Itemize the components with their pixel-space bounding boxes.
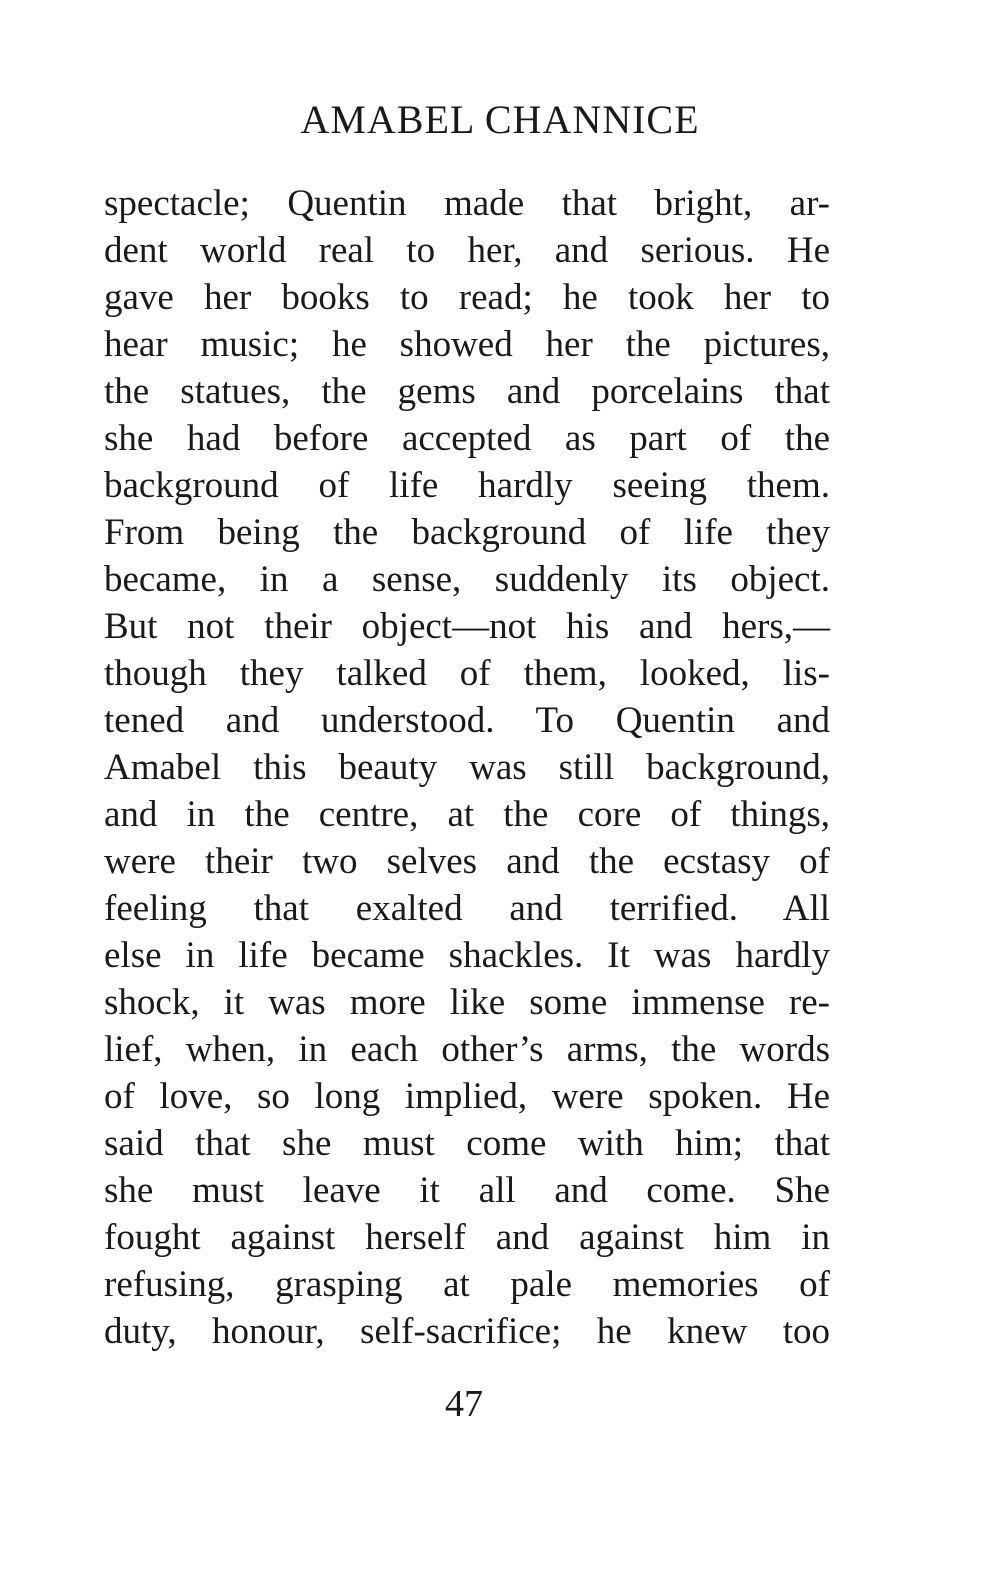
- text-line: said that she must come with him; that: [104, 1123, 830, 1164]
- text-line: Amabel this beauty was still background,: [104, 747, 830, 788]
- text-line: lief, when, in each other’s arms, the words: [104, 1029, 830, 1070]
- text-line: duty, honour, self-sacrifice; he knew too: [104, 1311, 830, 1352]
- running-title: AMABEL CHANNICE: [300, 97, 700, 142]
- text-line: From being the background of life they: [104, 512, 830, 553]
- text-line: refusing, grasping at pale memories of: [104, 1264, 830, 1305]
- page-number: 47: [445, 1383, 483, 1425]
- text-line: the statues, the gems and porcelains that: [104, 371, 830, 412]
- text-line: she must leave it all and come. She: [104, 1170, 830, 1211]
- text-line: spectacle; Quentin made that bright, ar-: [104, 183, 830, 224]
- body-text: [104, 180, 830, 1355]
- text-line: she had before accepted as part of the: [104, 418, 830, 459]
- text-line: hear music; he showed her the pictures,: [104, 324, 830, 365]
- text-line: else in life became shackles. It was hardly: [104, 935, 830, 976]
- text-line: became, in a sense, suddenly its object.: [104, 559, 830, 600]
- text-line: gave her books to read; he took her to: [104, 277, 830, 318]
- text-line: fought against herself and against him in: [104, 1217, 830, 1258]
- text-line: feeling that exalted and terrified. All: [104, 888, 830, 929]
- text-line: and in the centre, at the core of things,: [104, 794, 830, 835]
- text-line: though they talked of them, looked, lis-: [104, 653, 830, 694]
- text-line: shock, it was more like some immense re-: [104, 982, 830, 1023]
- text-line: of love, so long implied, were spoken. He: [104, 1076, 830, 1117]
- text-line: tened and understood. To Quentin and: [104, 700, 830, 741]
- text-line: background of life hardly seeing them.: [104, 465, 830, 506]
- text-line: dent world real to her, and serious. He: [104, 230, 830, 271]
- text-line: were their two selves and the ecstasy of: [104, 841, 830, 882]
- text-line: But not their object—not his and hers,—: [104, 606, 830, 647]
